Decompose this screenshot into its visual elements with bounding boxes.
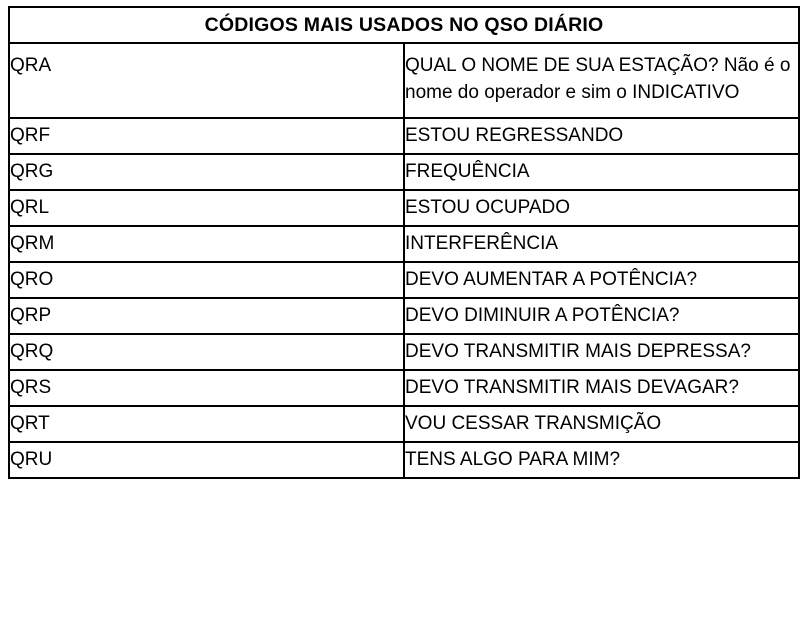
table-row <box>9 334 799 370</box>
description-cell: ESTOU REGRESSANDO <box>404 118 799 154</box>
table-row <box>9 406 799 442</box>
code-cell: QRA <box>9 43 404 118</box>
q-codes-table <box>8 6 800 479</box>
description-cell: VOU CESSAR TRANSMIÇÃO <box>404 406 799 442</box>
table-row <box>9 43 799 118</box>
description-cell: FREQUÊNCIA <box>404 154 799 190</box>
code-cell: QRM <box>9 226 404 262</box>
table-title-row <box>9 7 799 43</box>
description-cell: DEVO DIMINUIR A POTÊNCIA? <box>404 298 799 334</box>
description-cell: INTERFERÊNCIA <box>404 226 799 262</box>
table-row <box>9 370 799 406</box>
description-cell: DEVO TRANSMITIR MAIS DEVAGAR? <box>404 370 799 406</box>
code-cell: QRL <box>9 190 404 226</box>
code-cell: QRT <box>9 406 404 442</box>
table-row <box>9 442 799 478</box>
code-cell: QRQ <box>9 334 404 370</box>
code-cell: QRS <box>9 370 404 406</box>
table-row <box>9 226 799 262</box>
table-body <box>9 7 799 478</box>
table-row <box>9 118 799 154</box>
code-cell: QRO <box>9 262 404 298</box>
table-row <box>9 262 799 298</box>
code-cell: QRP <box>9 298 404 334</box>
code-cell: QRF <box>9 118 404 154</box>
table-row <box>9 190 799 226</box>
description-cell: TENS ALGO PARA MIM? <box>404 442 799 478</box>
code-cell: QRU <box>9 442 404 478</box>
description-cell: QUAL O NOME DE SUA ESTAÇÃO? Não é o nome do operador e sim o INDICATIVO <box>404 43 799 118</box>
code-cell: QRG <box>9 154 404 190</box>
page-title: CÓDIGOS MAIS USADOS NO QSO DIÁRIO <box>9 7 799 43</box>
description-cell: DEVO TRANSMITIR MAIS DEPRESSA? <box>404 334 799 370</box>
description-cell: ESTOU OCUPADO <box>404 190 799 226</box>
table-row <box>9 298 799 334</box>
table-row <box>9 154 799 190</box>
description-cell: DEVO AUMENTAR A POTÊNCIA? <box>404 262 799 298</box>
